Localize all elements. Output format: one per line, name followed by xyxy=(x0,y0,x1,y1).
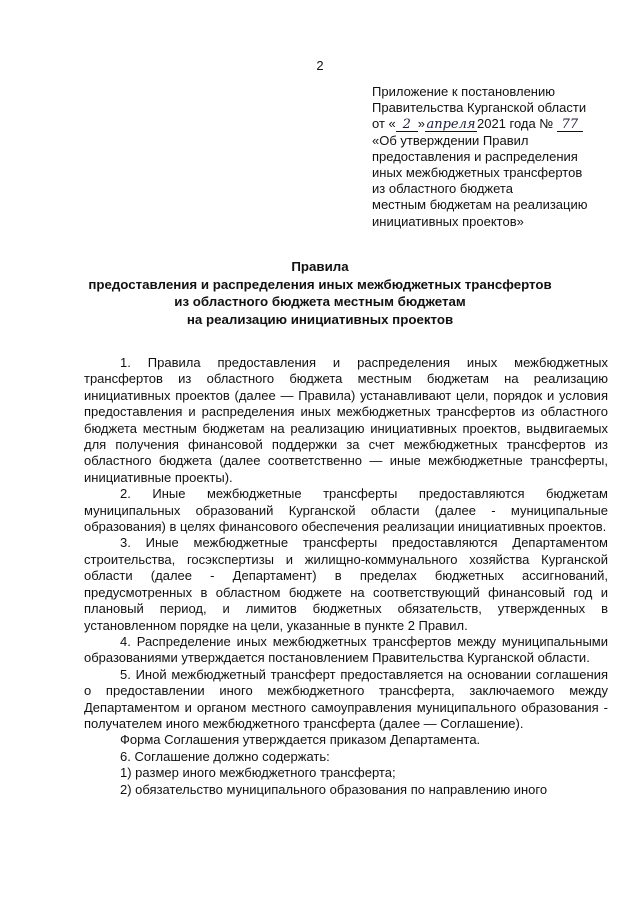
appendix-line: инициативных проектов» xyxy=(372,213,524,229)
appendix-line: местным бюджетам на реализацию xyxy=(372,197,588,213)
paragraph: 4. Распределение иных межбюджетных трансфертов между муниципальными образованиями утверждается постановлением Правительства Курганской области. xyxy=(84,633,608,666)
paragraph: 2) обязательство муниципального образования по направлению иного xyxy=(120,781,548,797)
appendix-line: из областного бюджета xyxy=(372,181,513,197)
appendix-line: предоставления и распределения xyxy=(372,148,578,164)
handwritten-number: 77 xyxy=(557,117,583,132)
appendix-block xyxy=(372,84,622,230)
paragraph: 6. Соглашение должно содержать: xyxy=(120,748,330,764)
paragraph: 3. Иные межбюджетные трансферты предоставляются Департаментом строительства, госэкспертизы и жилищно-коммунального хозяйства Курганской области (далее - Департамент) в пределах бюджетных ассигнований, предусмотренных в областном бюджете на соответствующий финансовый год и плановый период, и лимитов бюджетных обязательств, утвержденных в установленном порядке на цели, указанные в пункте 2 Правил. xyxy=(84,535,608,633)
date-prefix: от « xyxy=(372,116,396,132)
title-line: предоставления и распределения иных межбюджетных трансфертов xyxy=(88,276,552,292)
appendix-line: «Об утверждении Правил xyxy=(372,132,529,148)
handwritten-day: 2 xyxy=(396,117,418,132)
document-title xyxy=(0,258,640,328)
appendix-line: Приложение к постановлению xyxy=(372,84,555,99)
paragraph: 2. Иные межбюджетные трансферты предоставляются бюджетам муниципальных образований Курганской области (далее - муниципальные образования) в целях финансового обеспечения реализации инициативных проектов. xyxy=(84,486,608,535)
paragraph: 1) размер иного межбюджетного трансферта; xyxy=(120,765,396,781)
date-mid: » xyxy=(417,116,425,132)
document-body xyxy=(84,355,608,798)
date-year: 2021 года № xyxy=(476,116,554,132)
appendix-line: Правительства Курганской области xyxy=(372,100,587,116)
paragraph: Форма Соглашения утверждается приказом Департамента. xyxy=(120,732,481,748)
appendix-line: иных межбюджетных трансфертов xyxy=(372,165,583,181)
appendix-date-line xyxy=(372,116,622,132)
title-line: из областного бюджета местным бюджетам xyxy=(174,294,466,309)
paragraph: 5. Иной межбюджетный трансферт предоставляется на основании соглашения о предоставлении иного межбюджетного трансферта, заключаемого между Департаментом и органом местного самоуправления муниципального образования - получателем иного межбюджетного трансферта (далее — Соглашение). xyxy=(84,666,608,731)
paragraph: 1. Правила предоставления и распределения иных межбюджетных трансфертов из областного бюджета местным бюджетам на реализацию инициативных проектов (далее — Правила) устанавливают цели, порядок и условия предоставления и распределения иных межбюджетных трансфертов из областного бюджета местным бюджетам на реализацию инициативных проектов, выдвигаемых для получения финансовой поддержки за счет межбюджетных трансфертов из областного бюджета (далее соответственно — иные межбюджетные трансферты, инициативные проекты). xyxy=(84,355,608,485)
page-number: 2 xyxy=(316,58,324,73)
title-line: на реализацию инициативных проектов xyxy=(186,311,454,327)
title-line: Правила xyxy=(291,259,349,274)
handwritten-month: апреля xyxy=(426,117,476,133)
